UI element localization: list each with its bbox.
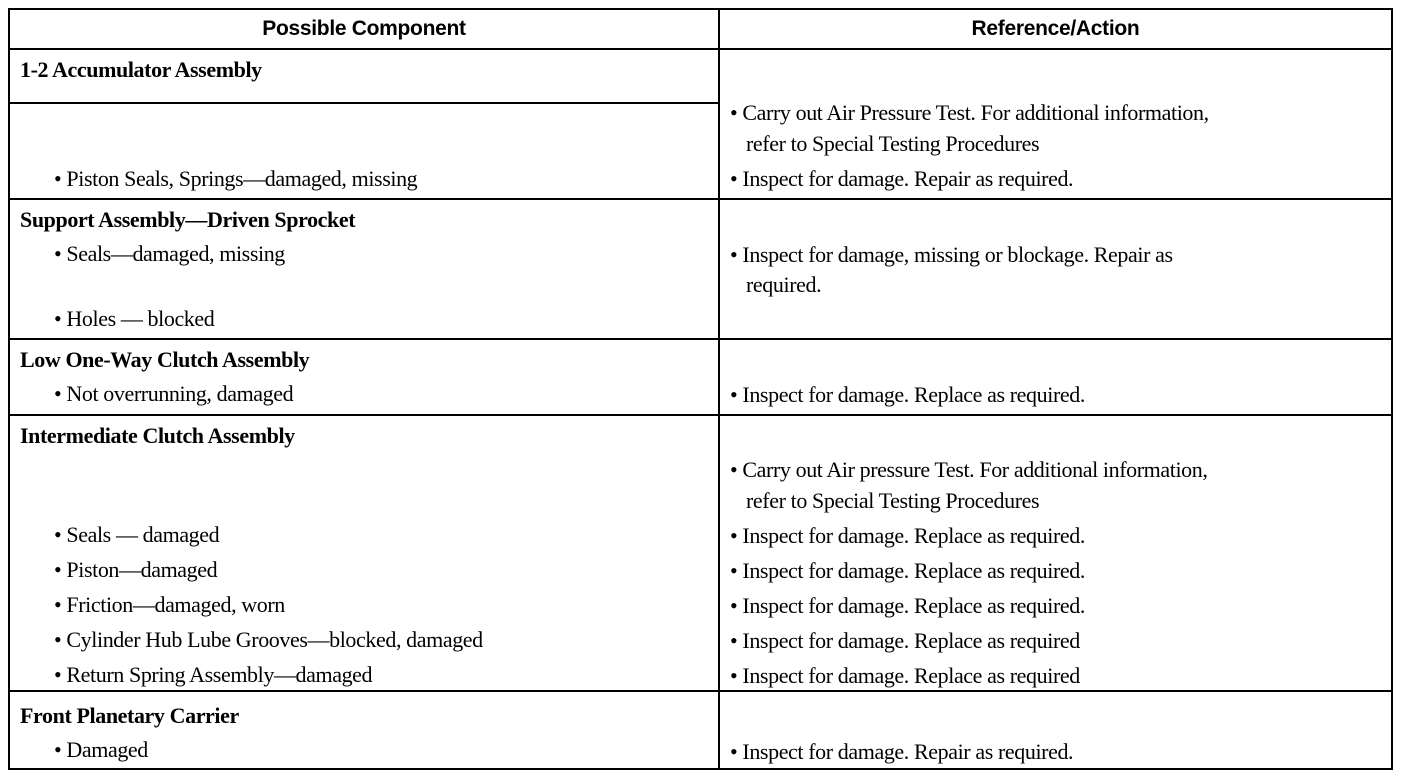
action-item: refer to Special Testing Procedures	[746, 131, 1040, 156]
component-item: • Piston Seals, Springs—damaged, missing	[54, 166, 418, 191]
action-item: refer to Special Testing Procedures	[746, 488, 1040, 513]
action-item: • Inspect for damage. Replace as required.	[730, 382, 1085, 407]
group-title: Intermediate Clutch Assembly	[20, 423, 295, 448]
header-divider	[10, 48, 1391, 50]
group-title: Low One-Way Clutch Assembly	[20, 347, 310, 372]
component-item: • Seals — damaged	[54, 522, 220, 547]
component-item: • Piston—damaged	[54, 557, 218, 582]
action-item: required.	[746, 272, 822, 297]
action-item: • Inspect for damage. Replace as required.	[730, 593, 1085, 618]
header-action: Reference/Action	[971, 17, 1140, 40]
group-title: 1-2 Accumulator Assembly	[20, 57, 262, 82]
action-item: • Inspect for damage. Replace as required.	[730, 523, 1085, 548]
action-item: • Inspect for damage, missing or blockage. Repair as	[730, 242, 1173, 267]
action-item: • Inspect for damage. Replace as required	[730, 628, 1080, 653]
row-divider	[10, 414, 1391, 416]
action-item: • Inspect for damage. Repair as required.	[730, 166, 1074, 191]
component-item: • Damaged	[54, 737, 148, 762]
component-item: • Seals—damaged, missing	[54, 241, 285, 266]
row-divider	[10, 338, 1391, 340]
action-item: • Inspect for damage. Replace as required	[730, 663, 1080, 688]
action-item: • Inspect for damage. Replace as required.	[730, 558, 1085, 583]
group-title: Front Planetary Carrier	[20, 703, 239, 728]
row-divider	[10, 690, 1391, 692]
header-component: Possible Component	[262, 17, 466, 40]
column-divider	[718, 10, 720, 768]
action-item: • Carry out Air pressure Test. For additional information,	[730, 457, 1208, 482]
component-item: • Cylinder Hub Lube Grooves—blocked, damaged	[54, 627, 483, 652]
diagnostic-table	[8, 8, 1393, 770]
action-item: • Inspect for damage. Repair as required.	[730, 739, 1074, 764]
component-item: • Return Spring Assembly—damaged	[54, 662, 373, 687]
component-item: • Holes — blocked	[54, 306, 215, 331]
row-divider	[10, 102, 718, 104]
component-item: • Friction—damaged, worn	[54, 592, 285, 617]
group-title: Support Assembly—Driven Sprocket	[20, 207, 356, 232]
action-item: • Carry out Air Pressure Test. For additional information,	[730, 100, 1209, 125]
component-item: • Not overrunning, damaged	[54, 381, 294, 406]
row-divider	[10, 198, 1391, 200]
